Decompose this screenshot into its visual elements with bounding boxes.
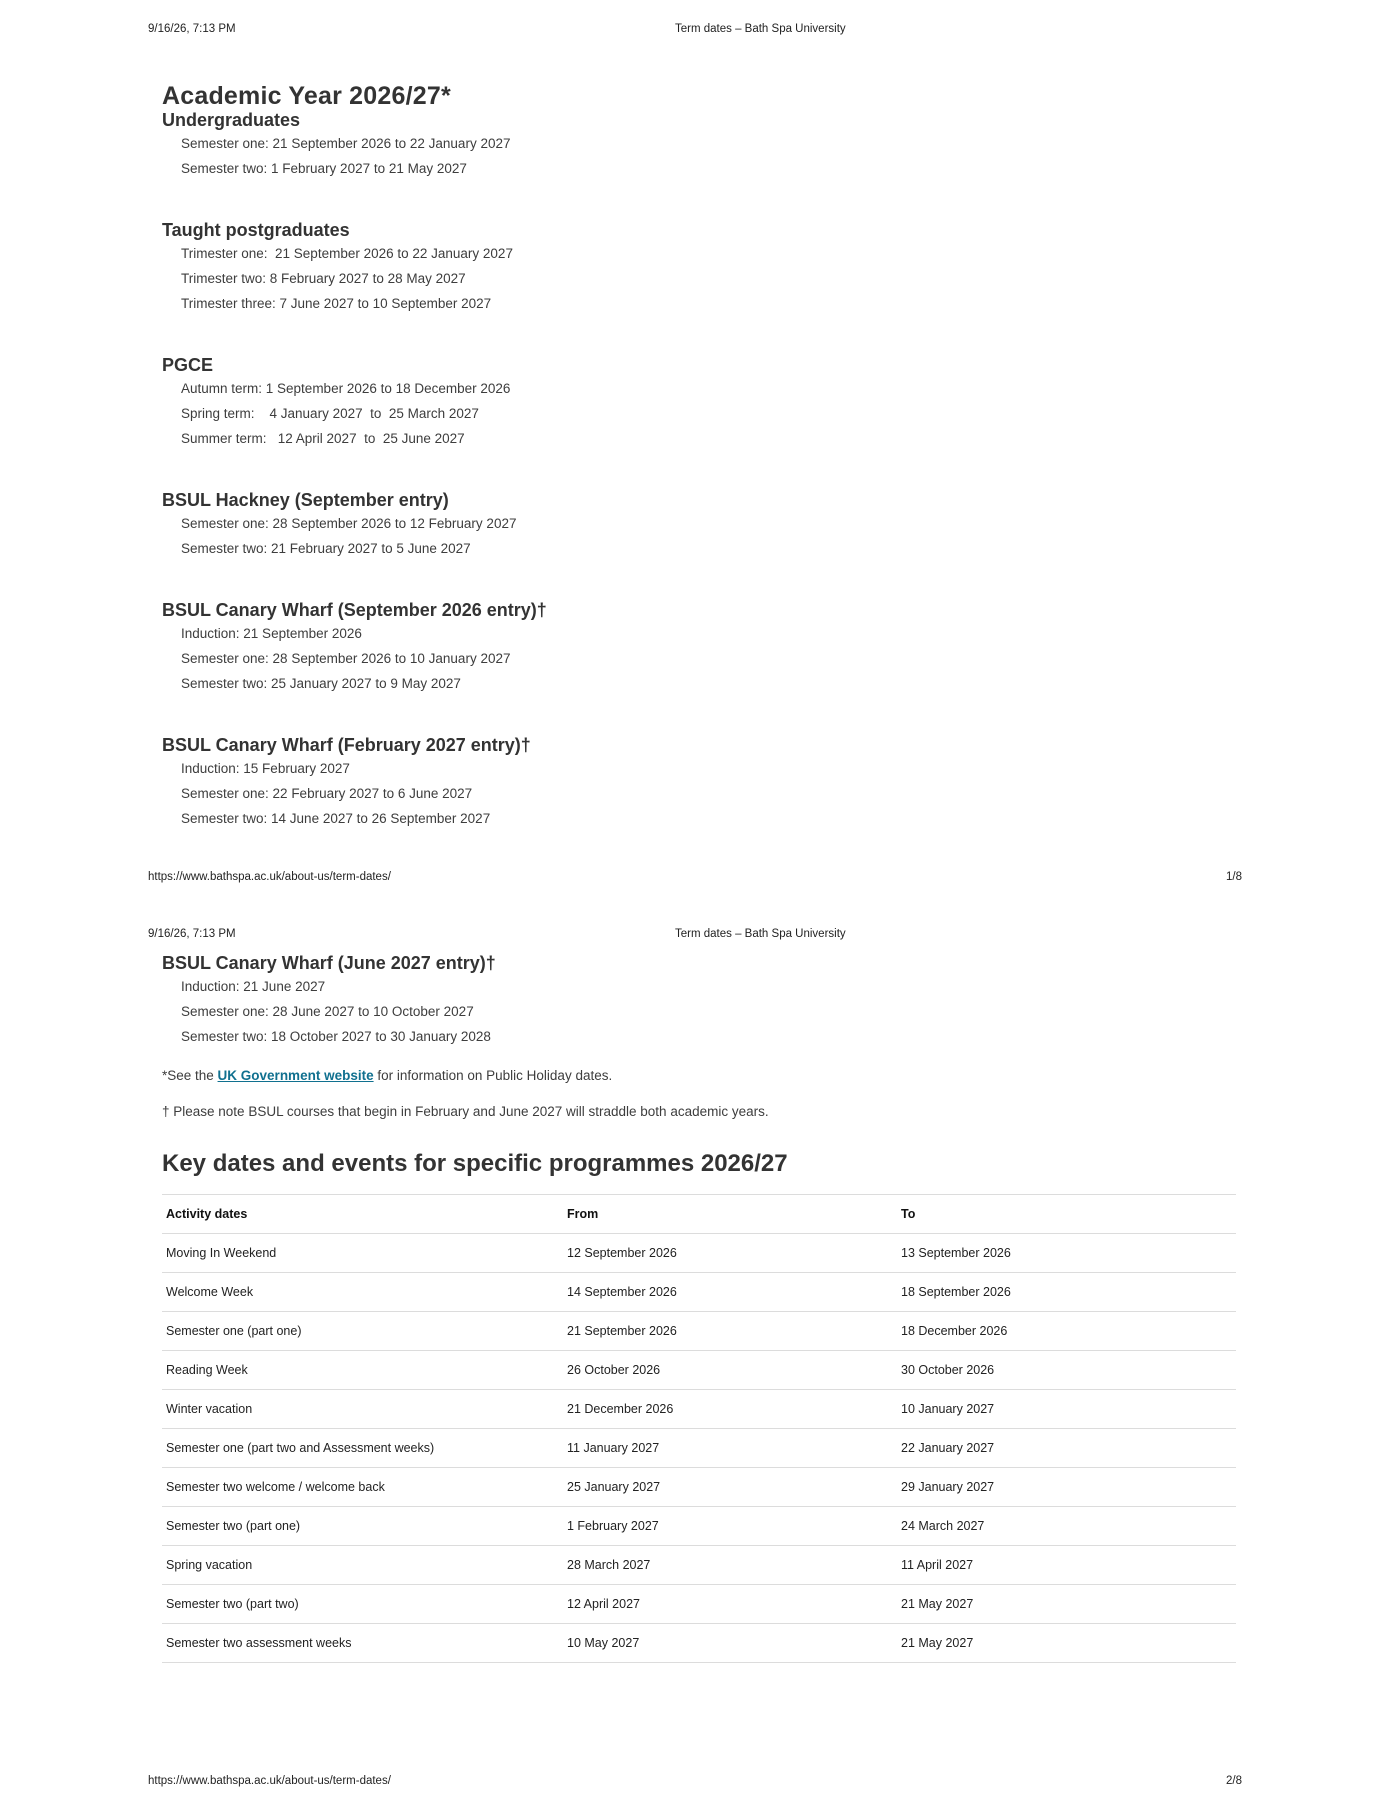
term-date-line: Induction: 21 September 2026 <box>181 626 362 641</box>
term-date-line: Semester one: 21 September 2026 to 22 January 2027 <box>181 136 511 151</box>
print-url: https://www.bathspa.ac.uk/about-us/term-dates/ <box>148 1775 391 1787</box>
from-cell: 28 March 2027 <box>563 1546 897 1585</box>
activity-cell: Spring vacation <box>162 1546 563 1585</box>
table-row <box>162 1546 1236 1585</box>
term-date-line: Trimester three: 7 June 2027 to 10 September 2027 <box>181 296 492 311</box>
section-title: BSUL Canary Wharf (June 2027 entry)† <box>162 953 496 973</box>
section-title: Undergraduates <box>162 110 301 130</box>
table-row <box>162 1585 1236 1624</box>
to-cell: 13 September 2026 <box>897 1234 1236 1273</box>
term-date-line: Semester two: 25 January 2027 to 9 May 2027 <box>181 676 461 691</box>
term-date-line: Semester two: 14 June 2027 to 26 September 2027 <box>181 811 491 826</box>
activity-cell: Semester one (part one) <box>162 1312 563 1351</box>
table-row <box>162 1351 1236 1390</box>
table-row <box>162 1468 1236 1507</box>
term-date-line: Semester one: 28 June 2027 to 10 October 2027 <box>181 1004 474 1019</box>
activity-cell: Winter vacation <box>162 1390 563 1429</box>
term-date-line: Spring term: 4 January 2027 to 25 March 2027 <box>181 406 479 421</box>
term-date-line: Induction: 21 June 2027 <box>181 979 326 994</box>
to-cell: 30 October 2026 <box>897 1351 1236 1390</box>
to-cell: 21 May 2027 <box>897 1624 1236 1663</box>
term-date-line: Autumn term: 1 September 2026 to 18 December 2026 <box>181 381 511 396</box>
section-bsul-hackney <box>162 489 1242 561</box>
section-title: PGCE <box>162 355 214 375</box>
from-cell: 12 April 2027 <box>563 1585 897 1624</box>
section-taught-postgraduates <box>162 219 1242 316</box>
academic-year-title-block <box>162 82 1242 111</box>
table-row <box>162 1312 1236 1351</box>
activity-cell: Semester two (part one) <box>162 1507 563 1546</box>
activity-cell: Semester one (part two and Assessment weeks) <box>162 1429 563 1468</box>
note-suffix: for information on Public Holiday dates. <box>373 1068 613 1083</box>
term-date-line: Semester two: 21 February 2027 to 5 June 2027 <box>181 541 471 556</box>
to-cell: 24 March 2027 <box>897 1507 1236 1546</box>
section-title: Taught postgraduates <box>162 220 350 240</box>
section-pgce <box>162 354 1242 451</box>
print-page-title: Term dates – Bath Spa University <box>675 928 846 940</box>
from-cell: 1 February 2027 <box>563 1507 897 1546</box>
term-date-line: Trimester two: 8 February 2027 to 28 May 2027 <box>181 271 466 286</box>
section-bsul-canary-wharf-sep <box>162 599 1242 696</box>
term-date-line: Semester two: 1 February 2027 to 21 May 2027 <box>181 161 467 176</box>
table-row <box>162 1390 1236 1429</box>
print-url: https://www.bathspa.ac.uk/about-us/term-dates/ <box>148 871 391 883</box>
activity-cell: Welcome Week <box>162 1273 563 1312</box>
activity-cell: Semester two (part two) <box>162 1585 563 1624</box>
column-header-to: To <box>897 1195 1236 1234</box>
from-cell: 10 May 2027 <box>563 1624 897 1663</box>
section-title: BSUL Hackney (September entry) <box>162 490 449 510</box>
section-title: BSUL Canary Wharf (February 2027 entry)† <box>162 735 531 755</box>
note-prefix: *See the <box>162 1068 218 1083</box>
academic-year-title: Academic Year 2026/27* <box>162 82 451 110</box>
print-date: 9/16/26, 7:13 PM <box>148 23 236 35</box>
activity-cell: Reading Week <box>162 1351 563 1390</box>
from-cell: 21 September 2026 <box>563 1312 897 1351</box>
table-row <box>162 1507 1236 1546</box>
activity-cell: Semester two assessment weeks <box>162 1624 563 1663</box>
from-cell: 26 October 2026 <box>563 1351 897 1390</box>
term-date-line: Semester one: 22 February 2027 to 6 June 2027 <box>181 786 473 801</box>
bsul-straddle-note: † Please note BSUL courses that begin in February and June 2027 will straddle both academic years. <box>162 1104 769 1119</box>
activity-cell: Moving In Weekend <box>162 1234 563 1273</box>
table-header-row <box>162 1195 1236 1234</box>
to-cell: 21 May 2027 <box>897 1585 1236 1624</box>
print-date: 9/16/26, 7:13 PM <box>148 928 236 940</box>
from-cell: 21 December 2026 <box>563 1390 897 1429</box>
table-row <box>162 1273 1236 1312</box>
from-cell: 25 January 2027 <box>563 1468 897 1507</box>
section-undergraduates <box>162 109 1242 181</box>
from-cell: 14 September 2026 <box>563 1273 897 1312</box>
term-date-line: Semester one: 28 September 2026 to 12 February 2027 <box>181 516 517 531</box>
term-date-line: Trimester one: 21 September 2026 to 22 January 2027 <box>181 246 513 261</box>
term-date-line: Semester one: 28 September 2026 to 10 January 2027 <box>181 651 511 666</box>
print-page-number: 2/8 <box>1226 1775 1242 1787</box>
print-page-title: Term dates – Bath Spa University <box>675 23 846 35</box>
from-cell: 12 September 2026 <box>563 1234 897 1273</box>
column-header-from: From <box>563 1195 897 1234</box>
section-bsul-canary-wharf-jun <box>162 952 1242 1049</box>
term-date-line: Induction: 15 February 2027 <box>181 761 350 776</box>
public-holiday-note <box>162 1068 612 1083</box>
to-cell: 18 December 2026 <box>897 1312 1236 1351</box>
key-dates-table <box>162 1194 1236 1663</box>
to-cell: 10 January 2027 <box>897 1390 1236 1429</box>
print-page-number: 1/8 <box>1226 871 1242 883</box>
section-title: BSUL Canary Wharf (September 2026 entry)† <box>162 600 547 620</box>
section-bsul-canary-wharf-feb <box>162 734 1242 831</box>
activity-cell: Semester two welcome / welcome back <box>162 1468 563 1507</box>
key-dates-heading: Key dates and events for specific programmes 2026/27 <box>162 1150 788 1177</box>
term-date-line: Semester two: 18 October 2027 to 30 January 2028 <box>181 1029 491 1044</box>
uk-government-website-link[interactable]: UK Government website <box>217 1068 374 1083</box>
to-cell: 22 January 2027 <box>897 1429 1236 1468</box>
table-row <box>162 1429 1236 1468</box>
term-date-line: Summer term: 12 April 2027 to 25 June 2027 <box>181 431 465 446</box>
to-cell: 11 April 2027 <box>897 1546 1236 1585</box>
table-row <box>162 1234 1236 1273</box>
from-cell: 11 January 2027 <box>563 1429 897 1468</box>
table-row <box>162 1624 1236 1663</box>
to-cell: 18 September 2026 <box>897 1273 1236 1312</box>
column-header-activity: Activity dates <box>162 1195 563 1234</box>
to-cell: 29 January 2027 <box>897 1468 1236 1507</box>
